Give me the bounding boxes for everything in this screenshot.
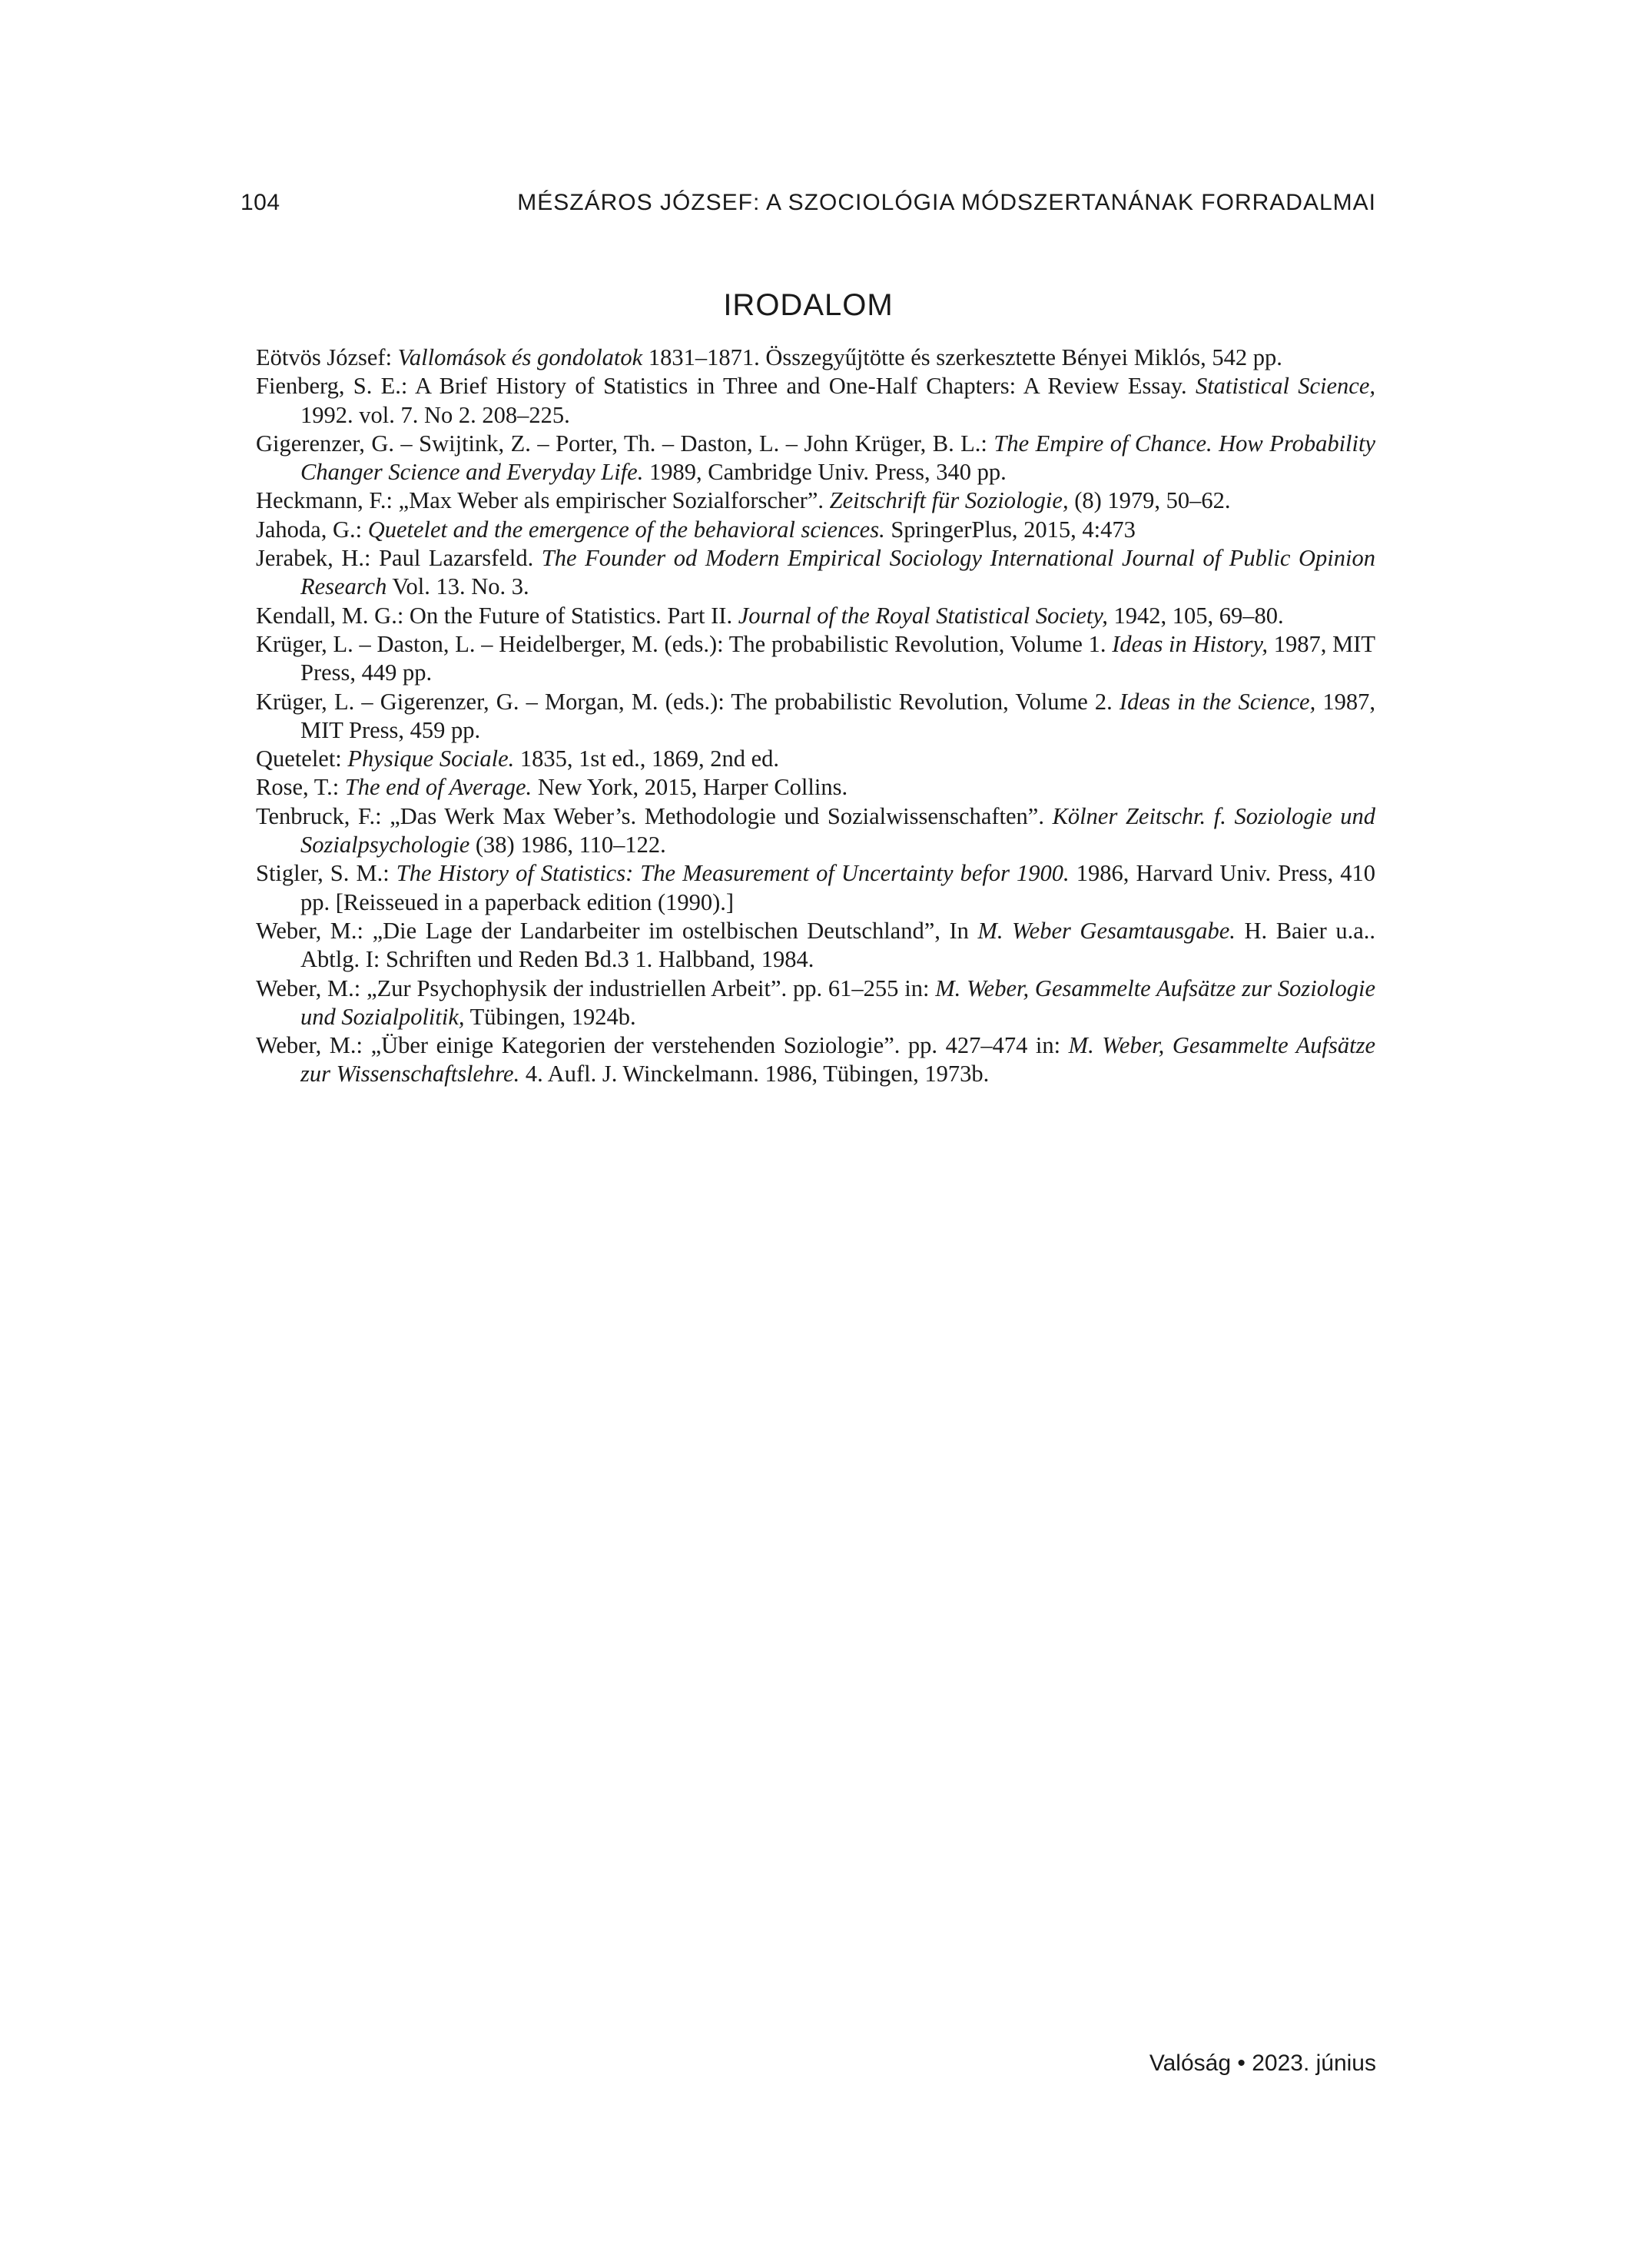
reference-item: Rose, T.: The end of Average. New York, 2015, Harper Collins.: [256, 774, 848, 801]
reference-item: Weber, M.: „Über einige Kategorien der verstehenden Soziologie”. pp. 427–474 in: M. Weber, Gesammelte Aufsätze zur Wissenschaftslehre. 4. Aufl. J. Winckelmann. 1986, Tübingen, 1973b.: [256, 1032, 1375, 1088]
reference-item: Weber, M.: „Zur Psychophysik der industriellen Arbeit”. pp. 61–255 in: M. Weber, Gesammelte Aufsätze zur Soziologie und Sozialpolitik, Tübingen, 1924b.: [256, 975, 1375, 1030]
reference-item: Krüger, L. – Daston, L. – Heidelberger, M. (eds.): The probabilistic Revolution, Volume 1. Ideas in History, 1987, MIT Press, 449 pp.: [256, 630, 1375, 686]
reference-item: Eötvös József: Vallomások és gondolatok 1831–1871. Összegyűjtötte és szerkesztette Bényei Miklós, 542 pp.: [256, 344, 1282, 370]
reference-list: [256, 344, 1375, 1089]
section-title: IRODALOM: [723, 288, 894, 322]
reference-item: Kendall, M. G.: On the Future of Statistics. Part II. Journal of the Royal Statistical Society, 1942, 105, 69–80.: [256, 602, 1284, 629]
reference-item: Jerabek, H.: Paul Lazarsfeld. The Founder od Modern Empirical Sociology International Journal of Public Opinion Research Vol. 13. No. 3.: [256, 545, 1375, 600]
reference-item: Gigerenzer, G. – Swijtink, Z. – Porter, Th. – Daston, L. – John Krüger, B. L.: The Empire of Chance. How Probability Changer Science and Everyday Life. 1989, Cambridge Univ. Press, 340 pp.: [256, 430, 1375, 486]
footer-journal-issue: Valóság • 2023. június: [1149, 2050, 1376, 2076]
reference-item: Quetelet: Physique Sociale. 1835, 1st ed., 1869, 2nd ed.: [256, 745, 780, 772]
reference-item: Weber, M.: „Die Lage der Landarbeiter im ostelbischen Deutschland”, In M. Weber Gesamtausgabe. H. Baier u.a.. Abtlg. I: Schriften und Reden Bd.3 1. Halbband, 1984.: [256, 917, 1375, 973]
reference-item: Heckmann, F.: „Max Weber als empirischer Sozialforscher”. Zeitschrift für Soziologie, (8) 1979, 50–62.: [256, 487, 1231, 514]
reference-item: Tenbruck, F.: „Das Werk Max Weber’s. Methodologie und Sozialwissenschaften”. Kölner Zeitschr. f. Soziologie und Sozialpsychologie (38) 1986, 110–122.: [256, 802, 1376, 858]
running-title: MÉSZÁROS JÓZSEF: A SZOCIOLÓGIA MÓDSZERTANÁNAK FORRADALMAI: [517, 190, 1376, 215]
reference-item: Jahoda, G.: Quetelet and the emergence of the behavioral sciences. SpringerPlus, 2015, 4:473: [256, 516, 1136, 543]
reference-item: Fienberg, S. E.: A Brief History of Statistics in Three and One-Half Chapters: A Review Essay. Statistical Science, 1992. vol. 7. No 2. 208–225.: [256, 373, 1375, 428]
page-number: 104: [240, 190, 280, 215]
reference-item: Stigler, S. M.: The History of Statistics: The Measurement of Uncertainty befor 1900. 1986, Harvard Univ. Press, 410 pp. [Reisseued in a paperback edition (1990).]: [256, 860, 1375, 915]
reference-item: Krüger, L. – Gigerenzer, G. – Morgan, M. (eds.): The probabilistic Revolution, Volume 2. Ideas in the Science, 1987, MIT Press, 459 pp.: [256, 688, 1375, 743]
